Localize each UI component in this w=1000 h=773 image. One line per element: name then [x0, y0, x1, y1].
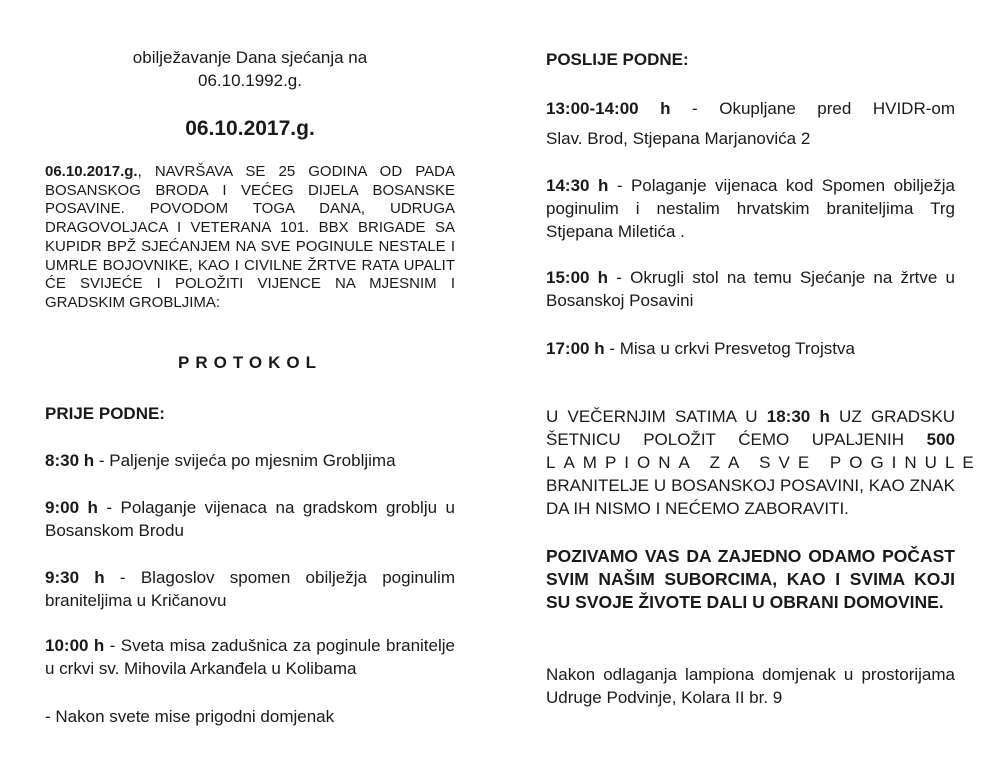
schedule-item [45, 449, 455, 472]
morning-heading: PRIJE PODNE: [45, 404, 165, 423]
commemoration-header [45, 46, 455, 92]
evening-lines [546, 405, 955, 451]
schedule-item [45, 496, 455, 542]
evening-spaced-line: LAMPIONA ZA SVE POGINULE [546, 453, 982, 472]
schedule-time: 10:00 h [45, 636, 105, 655]
schedule-address: Slav. Brod, Stjepana Marjanovića 2 [546, 129, 811, 148]
evening-text-b: UZ GRADSKU ŠETNICU POLOŽIT ĆEMO UPALJENIH [546, 407, 956, 449]
intro-paragraph [45, 163, 455, 313]
afternoon-heading: POSLIJE PODNE: [546, 50, 689, 69]
schedule-time: 13:00-14:00 h [546, 99, 671, 118]
evening-paragraph [546, 405, 982, 520]
closing-paragraph: Nakon odlaganja lampiona domjenak u prostorijama Udruge Podvinje, Kolara II br. 9 [546, 665, 955, 707]
schedule-item [45, 566, 455, 612]
lantern-count: 500 [926, 430, 955, 449]
schedule-text: - Okupljane pred HVIDR-om [670, 99, 955, 118]
schedule-text: - Polaganje vijenaca na gradskom groblju u Bosanskom Brodu [45, 498, 455, 540]
evening-time: 18:30 h [766, 407, 830, 426]
schedule-text: - Blagoslov spomen obilježja poginulim braniteljima u Kričanovu [45, 568, 455, 610]
schedule-text: - Polaganje vijenaca kod Spomen obilježja poginulim i nestalim hrvatskim braniteljima Trg Stjepana Miletića . [546, 176, 955, 241]
schedule-time: 8:30 h [45, 451, 95, 470]
schedule-text: - Okrugli stol na temu Sjećanje na žrtve u Bosanskoj Posavini [546, 268, 955, 310]
date-title: 06.10.2017.g. [185, 117, 315, 140]
protocol-heading: PROTOKOL [177, 353, 323, 372]
schedule-text: - Paljenje svijeća po mjesnim Grobljima [94, 451, 396, 470]
schedule-text: - Sveta misa zadušnica za poginule branitelje u crkvi sv. Mihovila Arkanđela u Kolibama [45, 636, 455, 678]
schedule-text: - Misa u crkvi Presvetog Trojstva [604, 339, 855, 358]
intro-date: 06.10.2017.g. [45, 163, 138, 180]
schedule-line [546, 94, 955, 124]
evening-text-c: BRANITELJE U BOSANSKOJ POSAVINI, KAO ZNAK DA IH NISMO I NEĆEMO ZABORAVITI. [546, 476, 955, 518]
after-mass-note: - Nakon svete mise prigodni domjenak [45, 707, 335, 726]
schedule-item [546, 337, 955, 360]
invitation-paragraph: POZIVAMO VAS DA ZAJEDNO ODAMO POČAST SVIM NAŠIM SUBORCIMA, KAO I SVIMA KOJI SU SVOJE ŽIVOTE DALI U OBRANI DOMOVINE. [546, 546, 955, 612]
header-line-2: 06.10.1992.g. [198, 71, 302, 90]
schedule-time: 9:00 h [45, 498, 98, 517]
schedule-time: 9:30 h [45, 568, 105, 587]
schedule-item [546, 174, 955, 243]
schedule-time: 15:00 h [546, 268, 609, 287]
schedule-time: 14:30 h [546, 176, 609, 195]
header-line-1: obilježavanje Dana sjećanja na [132, 48, 368, 67]
schedule-item [546, 266, 955, 312]
intro-text: , NAVRŠAVA SE 25 GODINA OD PADA BOSANSKOG BRODA I VEĆEG DIJELA BOSANSKE POSAVINE. POVODOM TOGA DANA, UDRUGA DRAGOVOLJACA I VETERANA 101. BBX BRIGADE SA KUPIDR BPŽ SJEĆANJEM NA SVE POGINULE NESTALE I UMRLE BOJOVNIKE, KAO I CIVILNE ŽRTVE RATA UPALIT ĆE SVIJEĆE I POLOŽITI VIJENCE NA MJESNIM I GRADSKIM GROBLJIMA: [45, 163, 455, 311]
schedule-item [45, 634, 455, 680]
schedule-item [546, 94, 955, 154]
evening-text-a: U VEČERNJIM SATIMA U [546, 407, 767, 426]
schedule-time: 17:00 h [546, 339, 605, 358]
